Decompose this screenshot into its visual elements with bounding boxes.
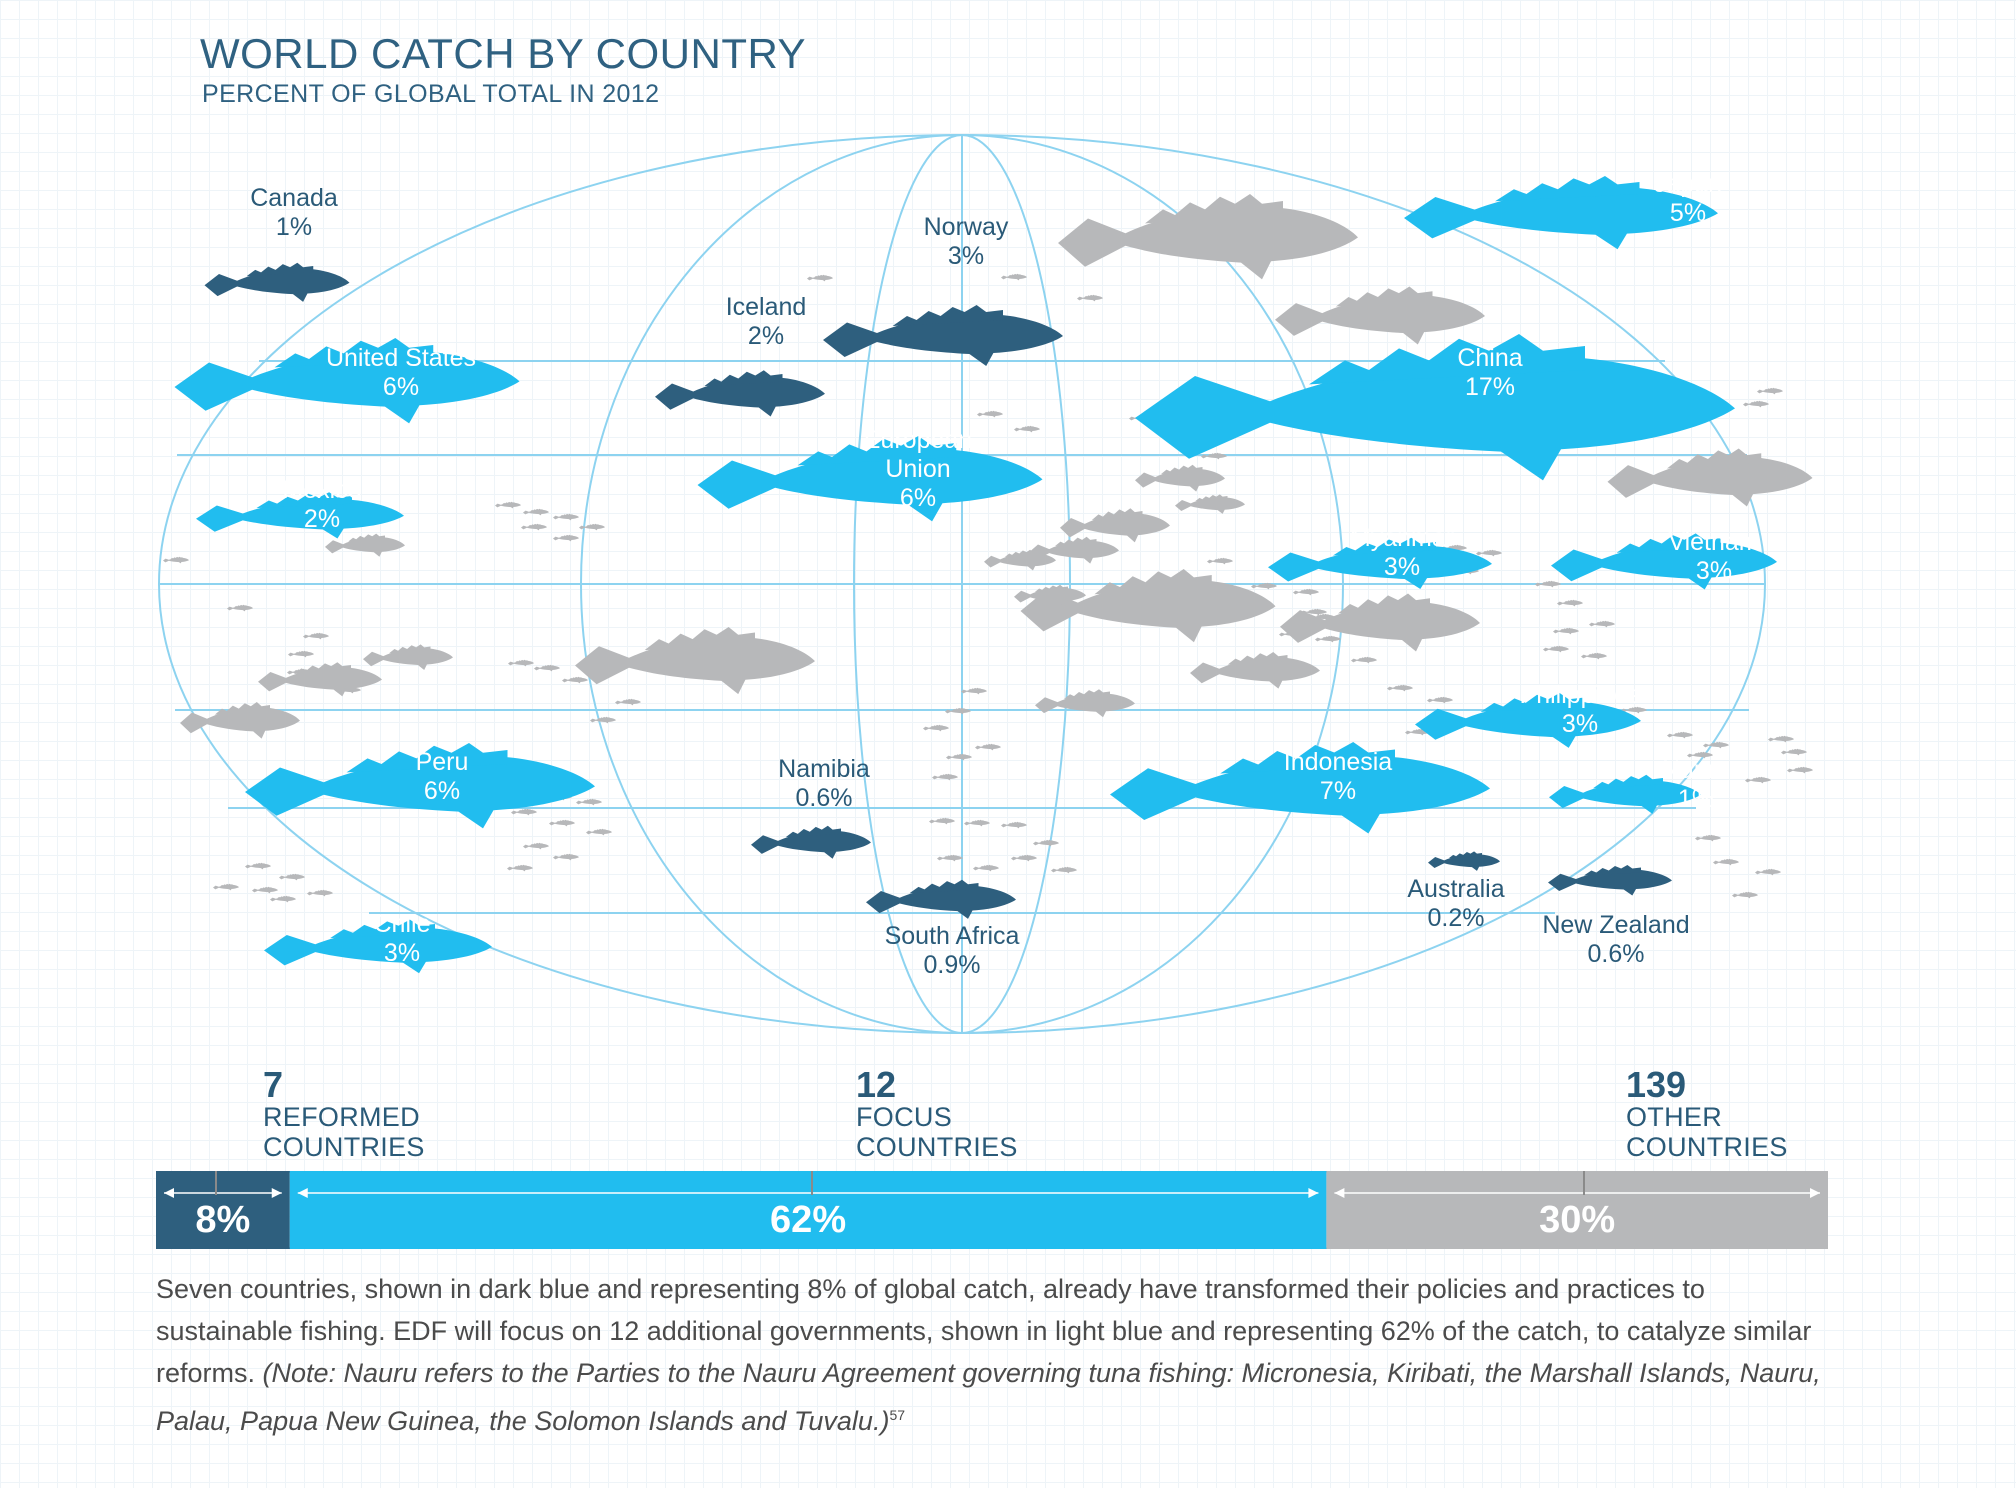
grey-small-fish-22 bbox=[562, 677, 588, 684]
fish-new-zealand bbox=[1548, 865, 1672, 896]
grey-small-fish-34 bbox=[213, 884, 239, 891]
country-value-china: 17% bbox=[1464, 373, 1516, 401]
country-name-european-union-1: European bbox=[863, 426, 973, 454]
grey-small-fish-32 bbox=[245, 863, 271, 870]
country-value-new-zealand: 0.6% bbox=[1587, 940, 1645, 968]
country-value-philippines: 3% bbox=[1561, 710, 1599, 738]
grey-small-fish-41 bbox=[945, 708, 971, 715]
grey-small-fish-29 bbox=[523, 843, 549, 850]
grey-fish-16 bbox=[1175, 494, 1245, 514]
grey-small-fish-62 bbox=[1557, 600, 1583, 607]
fish-norway bbox=[823, 305, 1063, 366]
country-value-vietnam: 3% bbox=[1695, 557, 1733, 585]
grey-small-fish-75 bbox=[1787, 767, 1813, 774]
grey-small-fish-35 bbox=[252, 887, 278, 894]
legend-reformed bbox=[263, 1064, 425, 1162]
grey-small-fish-44 bbox=[946, 754, 972, 761]
grey-small-fish-1 bbox=[1001, 274, 1027, 281]
country-name-australia: Australia bbox=[1407, 875, 1505, 903]
grey-small-fish-61 bbox=[1535, 581, 1561, 588]
fish-china bbox=[1135, 334, 1735, 480]
country-name-namibia: Namibia bbox=[778, 755, 870, 783]
grey-small-fish-26 bbox=[511, 809, 537, 816]
grey-small-fish-20 bbox=[508, 660, 534, 667]
caption-text: Seven countries, shown in dark blue and representing 8% of global catch, already have transformed their policies and practices to sustainable fishing. EDF will focus on 12 additional governments, shown in light blue and representing 62% of the catch, to catalyze similar reforms. bbox=[156, 1274, 1812, 1388]
share-label-other: 30% bbox=[1539, 1199, 1616, 1241]
grey-small-fish-39 bbox=[590, 717, 616, 724]
grey-small-fish-49 bbox=[1033, 840, 1059, 847]
legend-other bbox=[1626, 1064, 1788, 1162]
grey-small-fish-80 bbox=[1755, 869, 1781, 876]
country-value-australia: 0.2% bbox=[1427, 904, 1485, 932]
country-name-nauru: Nauru bbox=[1661, 756, 1731, 784]
other-label-line2: COUNTRIES bbox=[1626, 1132, 1788, 1162]
grey-small-fish-87 bbox=[1476, 550, 1502, 557]
country-value-european-union: 6% bbox=[899, 484, 937, 512]
grey-small-fish-51 bbox=[973, 865, 999, 872]
country-value-canada: 1% bbox=[275, 213, 313, 241]
grey-small-fish-19 bbox=[553, 535, 579, 542]
grey-fish-12 bbox=[258, 662, 382, 696]
grey-small-fish-42 bbox=[923, 725, 949, 732]
grey-small-fish-36 bbox=[307, 890, 333, 897]
country-name-norway: Norway bbox=[923, 213, 1009, 241]
grey-small-fish-77 bbox=[1695, 835, 1721, 842]
grey-small-fish-71 bbox=[1743, 401, 1769, 408]
grey-fish-7 bbox=[1060, 508, 1170, 542]
grey-small-fish-27 bbox=[549, 820, 575, 827]
grey-small-fish-68 bbox=[1667, 732, 1693, 739]
grey-small-fish-0 bbox=[807, 275, 833, 282]
country-fish-layer bbox=[175, 176, 1778, 973]
grey-small-fish-72 bbox=[1757, 388, 1783, 395]
grey-small-fish-37 bbox=[270, 896, 296, 903]
grey-small-fish-83 bbox=[1427, 697, 1453, 704]
grey-small-fish-48 bbox=[1001, 822, 1027, 829]
country-name-indonesia: Indonesia bbox=[1283, 748, 1393, 776]
reformed-count: 7 bbox=[263, 1064, 284, 1105]
focus-label-line1: FOCUS bbox=[856, 1102, 952, 1132]
fish-canada bbox=[205, 263, 350, 302]
country-labels-layer bbox=[250, 170, 1759, 979]
fish-australia bbox=[1428, 851, 1500, 871]
grey-fish-1 bbox=[575, 627, 815, 694]
grey-small-fish-30 bbox=[553, 854, 579, 861]
grey-small-fish-2 bbox=[1077, 295, 1103, 302]
grey-small-fish-40 bbox=[961, 688, 987, 695]
grey-small-fish-79 bbox=[1732, 892, 1758, 899]
country-name-mexico: Mexico bbox=[282, 476, 362, 504]
grey-small-fish-21 bbox=[534, 665, 560, 672]
grey-small-fish-73 bbox=[1768, 736, 1794, 743]
grey-fish-4 bbox=[1280, 594, 1480, 652]
chart-subtitle: PERCENT OF GLOBAL TOTAL IN 2012 bbox=[202, 80, 660, 108]
grey-small-fish-50 bbox=[937, 855, 963, 862]
country-name-vietnam: Vietnam bbox=[1668, 528, 1760, 556]
country-value-chile: 3% bbox=[383, 939, 421, 967]
grey-small-fish-38 bbox=[615, 699, 641, 706]
country-value-nauru: 1% bbox=[1677, 785, 1715, 813]
grey-small-fish-16 bbox=[553, 514, 579, 521]
caption-footnote: 57 bbox=[889, 1407, 906, 1423]
country-value-iceland: 2% bbox=[747, 322, 785, 350]
grey-small-fish-15 bbox=[523, 509, 549, 516]
fish-namibia bbox=[751, 826, 871, 859]
country-name-japan: Japan bbox=[1653, 170, 1723, 198]
country-value-south-africa: 0.9% bbox=[923, 951, 981, 979]
other-label-line1: OTHER bbox=[1626, 1102, 1722, 1132]
grey-small-fish-52 bbox=[1011, 855, 1037, 862]
focus-count: 12 bbox=[856, 1064, 897, 1105]
fish-iceland bbox=[655, 370, 825, 416]
grey-small-fish-3 bbox=[977, 411, 1003, 418]
grey-fish-9 bbox=[1135, 465, 1225, 492]
reformed-label-line1: REFORMED bbox=[263, 1102, 420, 1132]
share-segments bbox=[156, 1171, 1828, 1249]
grey-small-fish-60 bbox=[1351, 657, 1377, 664]
country-name-philippines: Philippines bbox=[1519, 681, 1641, 709]
grey-small-fish-14 bbox=[495, 502, 521, 509]
grey-small-fish-81 bbox=[163, 557, 189, 564]
grey-small-fish-47 bbox=[964, 820, 990, 827]
country-name-peru: Peru bbox=[415, 748, 469, 776]
caption-note: (Note: Nauru refers to the Parties to the Nauru Agreement governing tuna fishing: Micronesia, Kiribati, the Marshall Islands, Nauru, Palau, Papua New Guinea, the Solomon Islands and Tuvalu.) bbox=[156, 1358, 1821, 1436]
share-label-focus: 62% bbox=[770, 1199, 847, 1241]
grey-small-fish-55 bbox=[1293, 589, 1319, 596]
country-name-iceland: Iceland bbox=[725, 293, 807, 321]
grey-fish-0 bbox=[1058, 194, 1358, 279]
grey-small-fish-45 bbox=[932, 774, 958, 781]
grey-fish-2 bbox=[1021, 569, 1276, 642]
country-name-canada: Canada bbox=[250, 184, 338, 212]
caption bbox=[156, 1268, 1836, 1442]
country-name-new-zealand: New Zealand bbox=[1542, 911, 1690, 939]
grey-small-fish-76 bbox=[1745, 777, 1771, 784]
grey-small-fish-53 bbox=[1051, 867, 1077, 874]
country-value-peru: 6% bbox=[423, 777, 461, 805]
country-name-china: China bbox=[1457, 344, 1523, 372]
country-name-united-states: United States bbox=[325, 344, 477, 372]
grey-small-fish-33 bbox=[279, 874, 305, 881]
grey-small-fish-74 bbox=[1781, 749, 1807, 756]
country-name-south-africa: South Africa bbox=[884, 922, 1020, 950]
grey-fish-13 bbox=[363, 644, 453, 670]
grey-small-fish-18 bbox=[521, 524, 547, 531]
grey-fish-5 bbox=[1608, 449, 1813, 507]
grey-small-fish-7 bbox=[1201, 453, 1227, 460]
grey-small-fish-11 bbox=[288, 651, 314, 658]
grey-small-fish-64 bbox=[1553, 628, 1579, 635]
country-value-namibia: 0.6% bbox=[795, 784, 853, 812]
grey-small-fish-65 bbox=[1581, 653, 1607, 660]
grey-small-fish-66 bbox=[1543, 646, 1569, 653]
chart-title: WORLD CATCH BY COUNTRY bbox=[200, 30, 807, 77]
grey-small-fish-8 bbox=[1207, 558, 1233, 565]
country-value-united-states: 6% bbox=[382, 373, 420, 401]
grey-small-fish-43 bbox=[975, 744, 1001, 751]
catch-share-bar bbox=[156, 1171, 1828, 1249]
grey-small-fish-63 bbox=[1589, 621, 1615, 628]
country-value-mexico: 2% bbox=[303, 505, 341, 533]
grey-small-fish-10 bbox=[303, 633, 329, 640]
country-name-myanmar: Myanmar bbox=[1349, 524, 1455, 552]
focus-label-line2: COUNTRIES bbox=[856, 1132, 1018, 1162]
grey-fish-8 bbox=[1190, 652, 1320, 689]
other-count: 139 bbox=[1626, 1064, 1687, 1105]
grey-small-fish-4 bbox=[1014, 426, 1040, 433]
grey-small-fish-28 bbox=[586, 829, 612, 836]
country-value-japan: 5% bbox=[1669, 199, 1707, 227]
grey-small-fish-46 bbox=[929, 818, 955, 825]
grey-fish-6 bbox=[180, 702, 300, 739]
grey-small-fish-59 bbox=[1315, 636, 1341, 643]
grey-small-fish-69 bbox=[1703, 742, 1729, 749]
reformed-label-line2: COUNTRIES bbox=[263, 1132, 425, 1162]
grey-small-fish-9 bbox=[227, 605, 253, 612]
country-value-norway: 3% bbox=[947, 242, 985, 270]
legend-focus bbox=[856, 1064, 1018, 1162]
country-name-chile: Chile bbox=[373, 910, 431, 938]
country-value-indonesia: 7% bbox=[1319, 777, 1357, 805]
country-name-european-union-2: Union bbox=[885, 455, 951, 483]
grey-small-fish-82 bbox=[1387, 685, 1413, 692]
share-label-reformed: 8% bbox=[195, 1199, 251, 1241]
country-value-myanmar: 3% bbox=[1383, 553, 1421, 581]
grey-small-fish-31 bbox=[507, 865, 533, 872]
grey-small-fish-25 bbox=[576, 799, 602, 806]
grey-fish-14 bbox=[1035, 689, 1135, 717]
grey-fish-3 bbox=[1275, 287, 1485, 345]
grey-small-fish-78 bbox=[1713, 859, 1739, 866]
